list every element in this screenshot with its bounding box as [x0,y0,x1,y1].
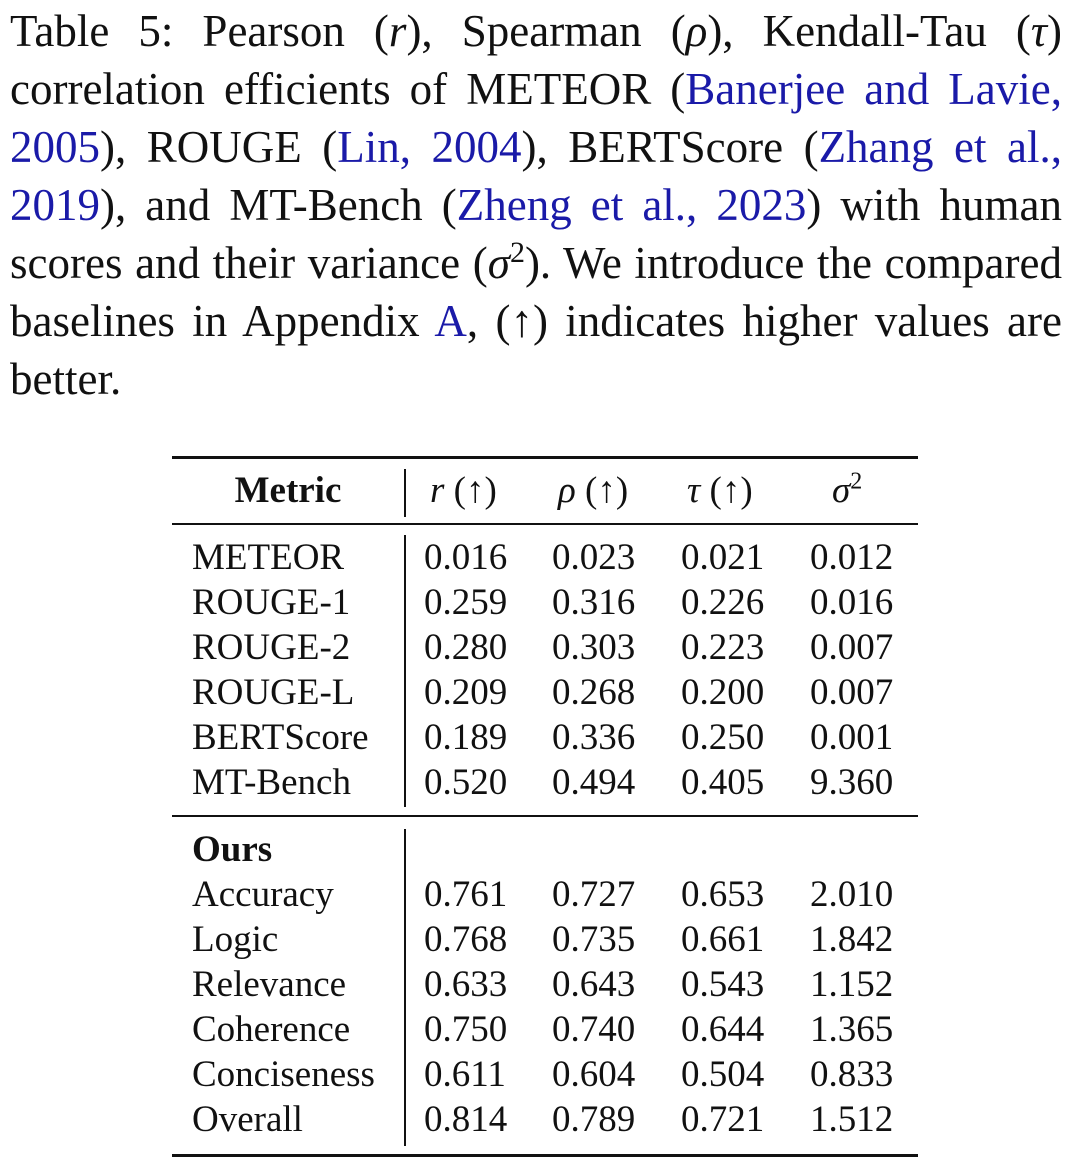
table-header-row [172,459,918,523]
results-table [172,456,918,1157]
table-row: MT-Bench 0.520 0.494 0.405 9.360 [192,762,894,803]
baselines-section [172,525,918,815]
header-pearson: r (↑) [430,470,497,511]
header-metric: Metric [234,470,342,511]
table-row: METEOR 0.016 0.023 0.021 0.012 [192,537,894,578]
citation-link-rouge[interactable]: Lin, 2004 [337,122,522,172]
citation-link-bertscore[interactable]: Zhang et al., 2019 [10,122,1063,230]
table-row: Logic 0.768 0.735 0.661 1.842 [192,919,894,960]
table-bottom-rule [172,1154,918,1157]
table-row: Overall 0.814 0.789 0.721 1.512 [192,1099,894,1140]
caption-label: Table 5: [10,6,174,56]
ours-section [172,817,918,1154]
table-row: Coherence 0.750 0.740 0.644 1.365 [192,1009,894,1050]
table-header-section [172,459,918,523]
table-row: ROUGE-2 0.280 0.303 0.223 0.007 [192,627,894,668]
appendix-link[interactable]: A [434,296,467,346]
table-row: ROUGE-1 0.259 0.316 0.226 0.016 [192,582,894,623]
table-row: Relevance 0.633 0.643 0.543 1.152 [192,964,894,1005]
table-row: Accuracy 0.761 0.727 0.653 2.010 [192,874,894,915]
ours-group-header: Ours [192,829,273,870]
table-row: BERTScore 0.189 0.336 0.250 0.001 [192,717,894,758]
header-variance: $\sigma^2$ [832,468,863,511]
table-row: ROUGE-L 0.209 0.268 0.200 0.007 [192,672,894,713]
table-row: Conciseness 0.611 0.604 0.504 0.833 [192,1054,894,1095]
table-caption: Table 5: Pearson (r), Spearman (ρ), Kendall-Tau (τ) correlation efficients of METEOR (Banerjee and Lavie, 2005), ROUGE (Lin, 2004), BERTScore (Zhang et al., 2019), and MT-Bench (Zheng et al., 2023) with human scores and their variance $(\sigma^2)$. We introduce the compared baselines in Appendix A, (↑) indicates higher values are better. [10,6,1063,404]
header-spearman: ρ (↑) [558,470,629,511]
header-kendall: τ (↑) [687,470,753,511]
citation-link-mtbench[interactable]: Zheng et al., 2023 [456,180,807,230]
citation-link-meteor[interactable]: Banerjee and Lavie, 2005 [10,64,1062,172]
